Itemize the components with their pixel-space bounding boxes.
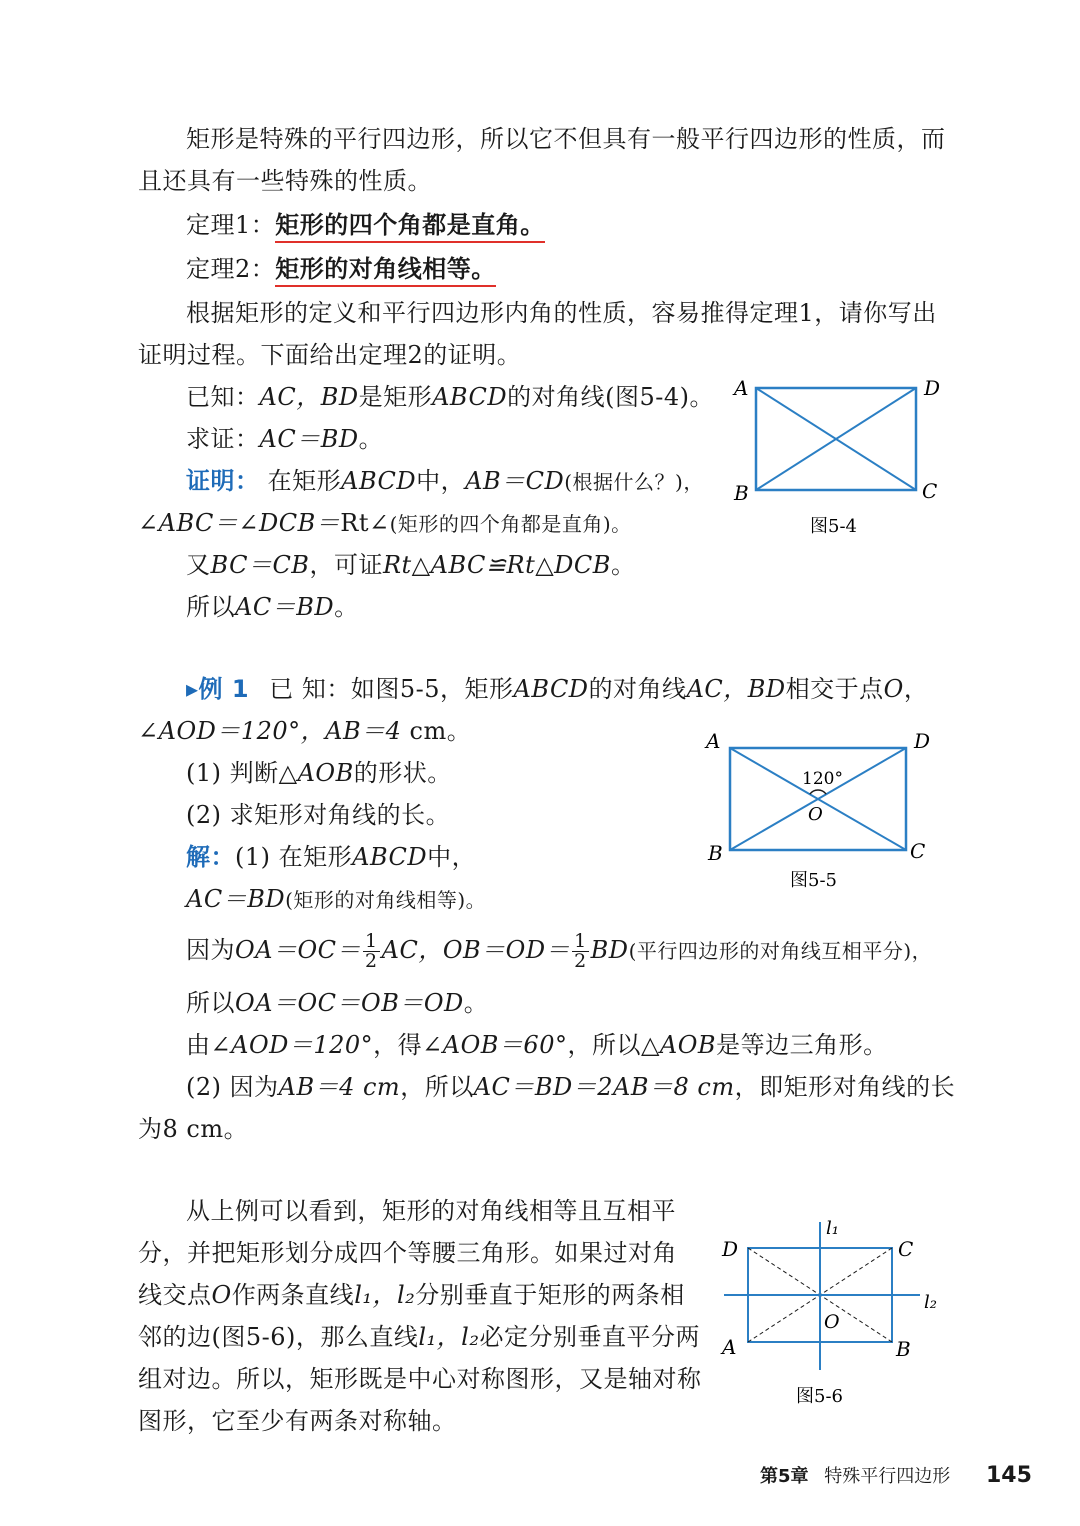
fig55-label-o: O [808, 804, 823, 825]
fig56-label-c: C [898, 1237, 914, 1261]
sol-s5g: 是等边三角形。 [716, 1031, 888, 1059]
page-footer [760, 1462, 1032, 1488]
fig56-label-a: A [722, 1335, 737, 1359]
sol-s4a: 所以 [186, 989, 235, 1017]
proof-l3d: Rt△ABC≌Rt△DCB [382, 551, 611, 579]
theorem-1 [186, 208, 545, 242]
intro-line-2: 且还具有一些特殊的性质。 [138, 167, 432, 195]
theorem-1-text: 矩形的四个角都是直角。 [275, 211, 545, 243]
ex1-l2a: ∠AOD＝120°，AB＝4 [138, 717, 402, 745]
proof-intro-line-2: 证明过程。下面给出定理2的证明。 [138, 341, 522, 369]
fig54-caption: 图5-4 [810, 516, 857, 537]
solution-line-7: 为8 cm。 [138, 1115, 249, 1143]
fig54-label-b: B [734, 481, 749, 505]
closing-l4c: 必定分别垂直平分两 [479, 1323, 700, 1351]
given-segments: AC，BD [259, 383, 359, 411]
proof-line-1 [186, 464, 704, 499]
sol-s5b: ∠AOD＝120° [210, 1031, 374, 1059]
proof-l3e: 。 [610, 551, 636, 579]
sol-s6d: AC＝BD＝2AB＝8 cm [473, 1073, 735, 1101]
proof-l4c: 。 [334, 593, 359, 621]
solution-line-6 [186, 1070, 955, 1104]
sol-s6e: ，即矩形对角线的长 [734, 1073, 956, 1101]
sol-s4c: 。 [463, 989, 489, 1017]
proof-line-2 [138, 506, 632, 541]
ex1-q1a: (1) 判断 [186, 759, 279, 787]
theorem-1-label: 定理1： [186, 211, 276, 239]
fig56-caption: 图5-6 [796, 1386, 843, 1407]
given-text-1: 是矩形 [358, 383, 433, 411]
closing-l4a: 邻的边(图5-6)，那么直线 [138, 1323, 419, 1351]
sol-s5a: 由 [186, 1031, 211, 1059]
prove-statement: AC＝BD [259, 425, 359, 453]
page-number: 145 [986, 1463, 1032, 1488]
given-label: 已知： [186, 383, 260, 411]
example-1-question-2: (2) 求矩形对角线的长。 [186, 801, 451, 829]
prove-label: 求证： [186, 425, 260, 453]
fig54-label-d: D [924, 376, 941, 400]
closing-l3a: 线交点 [138, 1281, 212, 1309]
sol-s6c: ，所以 [400, 1073, 474, 1101]
closing-line-5: 组对边。所以，矩形既是中心对称图形，又是轴对称 [138, 1365, 702, 1393]
fig54-label-a: A [734, 376, 749, 400]
fig56-label-l1: l₁ [826, 1218, 839, 1239]
sol-s5d: ∠AOB＝60° [422, 1031, 568, 1059]
ex1-q1b: △AOB [278, 759, 354, 787]
closing-line-2: 分，并把矩形划分成四个等腰三角形。如果过对角 [138, 1239, 677, 1267]
closing-line-4 [138, 1320, 700, 1354]
sol-s3c: AC，OB＝OD＝ [381, 936, 571, 964]
figure-5-6 [710, 1210, 950, 1410]
sol-s2b: (矩形的对角线相等)。 [285, 888, 487, 912]
proof-l3a: 又 [186, 551, 211, 579]
intro-line-1: 矩形是特殊的平行四边形，所以它不但具有一般平行四边形的性质，而 [186, 125, 946, 153]
sol-s3e: (平行四边形的对角线互相平分)， [628, 939, 933, 963]
closing-l4b: l₁，l₂ [418, 1323, 480, 1351]
footer-chapter: 第5章 [760, 1466, 809, 1487]
sol-s5f: △AOB [640, 1031, 717, 1059]
proof-l3b: BC＝CB [210, 551, 310, 579]
prove-line [186, 422, 383, 456]
ex1-l1c: 的对角线 [588, 675, 687, 703]
ex1-l1e: 相交于点 [785, 675, 884, 703]
ex1-l1d: AC，BD [686, 675, 786, 703]
frac1-num: 1 [365, 930, 378, 952]
closing-l3b: O [211, 1281, 232, 1309]
figure-5-4 [720, 372, 960, 542]
fig56-label-l2: l₂ [924, 1292, 937, 1313]
given-rect: ABCD [432, 383, 508, 411]
fig55-label-d: D [914, 729, 931, 753]
solution-line-5 [186, 1028, 888, 1062]
proof-l1d: AB＝CD [465, 467, 565, 495]
sol-s5c: ，得 [373, 1031, 423, 1059]
example-1-line-1 [186, 672, 928, 706]
solution-line-3 [186, 926, 932, 975]
ex1-l1g: ， [903, 675, 929, 703]
solution-label: 解： [186, 843, 235, 871]
proof-label: 证明： [186, 467, 260, 495]
ex1-l1f: O [883, 675, 904, 703]
closing-line-6: 图形，它至少有两条对称轴。 [138, 1407, 457, 1435]
proof-l1b: ABCD [341, 467, 417, 495]
fig55-angle-arc [810, 790, 826, 794]
sol-s1c: 中， [427, 843, 477, 871]
proof-l3c: ，可证 [309, 551, 383, 579]
fig55-label-b: B [708, 841, 723, 865]
frac2-den: 2 [574, 950, 587, 972]
figure-5-5 [700, 726, 940, 896]
closing-l3d: l₁，l₂ [354, 1281, 416, 1309]
proof-l1c: 中， [416, 467, 466, 495]
sol-s6a: (2) 因为 [186, 1073, 279, 1101]
closing-line-1: 从上例可以看到，矩形的对角线相等且互相平 [186, 1197, 676, 1225]
example-1-question-1 [186, 756, 452, 790]
theorem-2-label: 定理2： [186, 255, 276, 283]
solution-line-4 [186, 986, 488, 1020]
footer-title: 特殊平行四边形 [824, 1466, 951, 1487]
closing-l3c: 作两条直线 [231, 1281, 355, 1309]
fig56-label-b: B [896, 1337, 911, 1361]
given-text-2: 的对角线(图5-4)。 [507, 383, 714, 411]
fraction-half-1 [363, 932, 380, 971]
fig56-label-o: O [824, 1311, 840, 1333]
frac2-num: 1 [574, 930, 587, 952]
proof-l2c: (矩形的四个角都是直角)。 [389, 512, 632, 536]
ex1-q1c: 的形状。 [353, 759, 452, 787]
solution-line-1 [186, 840, 476, 874]
proof-line-4 [186, 590, 359, 624]
sol-s3d: BD [590, 936, 629, 964]
sol-s1b: ABCD [352, 843, 428, 871]
proof-l1e: (根据什么？)， [564, 470, 704, 494]
fig56-label-d: D [722, 1237, 739, 1261]
example-1-label: ▸例 1 [186, 675, 250, 703]
closing-l3e: 分别垂直于矩形的两条相 [415, 1281, 685, 1309]
theorem-2-text: 矩形的对角线相等。 [275, 255, 496, 287]
fig55-label-c: C [910, 839, 926, 863]
proof-line-3 [186, 548, 635, 582]
theorem-2 [186, 252, 496, 286]
sol-s2a: AC＝BD [186, 885, 286, 913]
sol-s5e: ，所以 [567, 1031, 641, 1059]
closing-line-3 [138, 1278, 685, 1312]
fig55-label-a: A [706, 729, 721, 753]
given-line [186, 380, 714, 414]
proof-l2a: ∠ABC＝∠DCB＝ [138, 509, 341, 537]
fig55-caption: 图5-5 [790, 870, 837, 891]
sol-s6b: AB＝4 cm [278, 1073, 401, 1101]
ex1-l1b: ABCD [513, 675, 589, 703]
ex1-l2b: cm。 [409, 717, 472, 745]
prove-end: 。 [358, 425, 384, 453]
solution-line-2 [186, 882, 486, 917]
proof-l1a: 在矩形 [267, 467, 342, 495]
example-1-line-2 [138, 714, 471, 748]
proof-l4a: 所以 [186, 593, 235, 621]
fig54-label-c: C [922, 479, 938, 503]
ex1-l1a: 已 知：如图5-5，矩形 [269, 675, 514, 703]
frac1-den: 2 [365, 950, 378, 972]
proof-l2b: Rt∠ [340, 509, 390, 537]
proof-intro-line-1: 根据矩形的定义和平行四边形内角的性质，容易推得定理1，请你写出 [186, 299, 937, 327]
fraction-half-2 [572, 932, 589, 971]
sol-s4b: OA＝OC＝OB＝OD [235, 989, 464, 1017]
proof-l4b: AC＝BD [235, 593, 335, 621]
sol-s3a: 因为 [186, 936, 235, 964]
sol-s1a: (1) 在矩形 [235, 843, 353, 871]
fig55-angle-label: 120° [802, 769, 843, 789]
sol-s3b: OA＝OC＝ [235, 936, 362, 964]
